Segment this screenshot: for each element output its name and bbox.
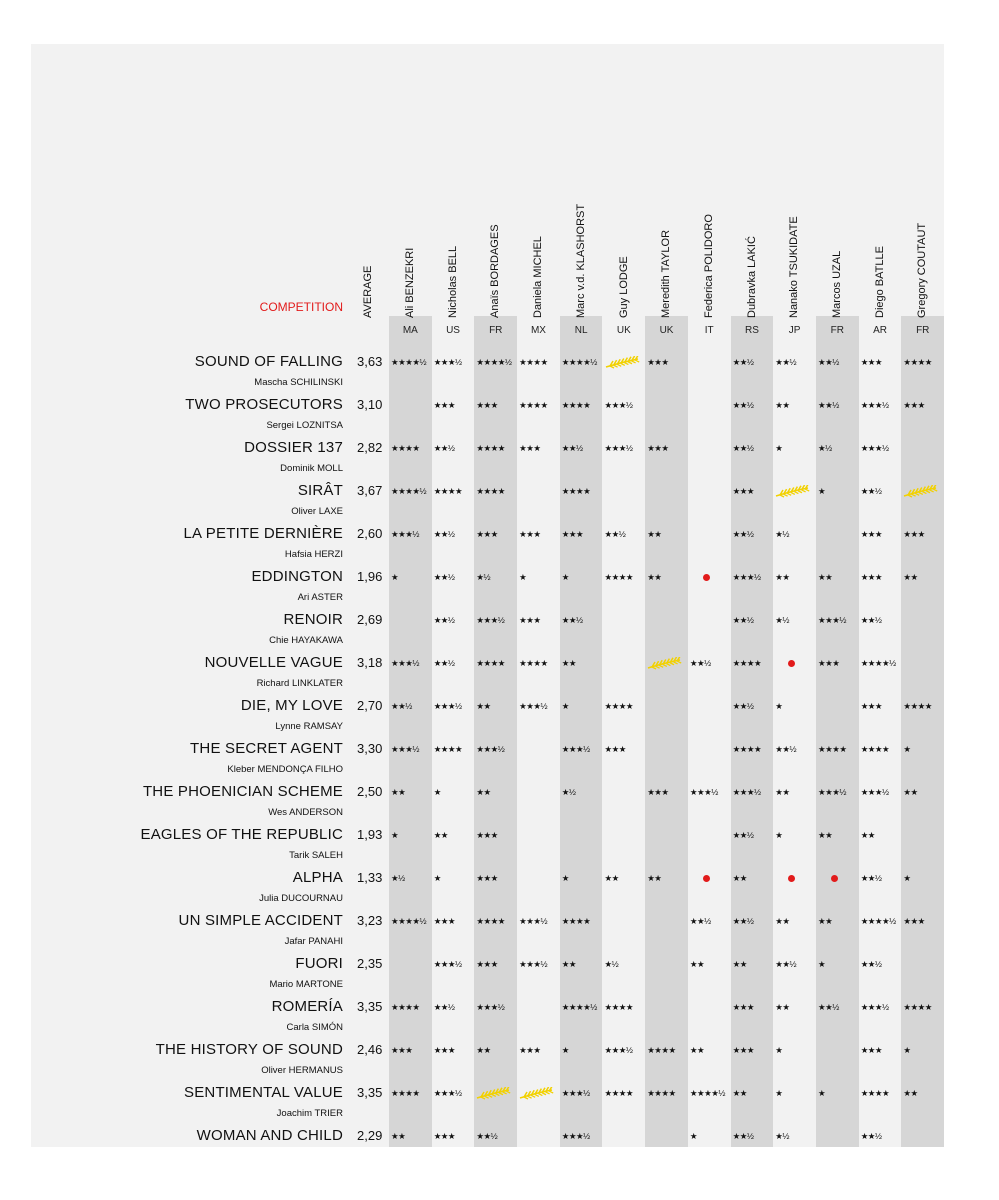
film-average: 2,69 bbox=[357, 612, 383, 627]
star-rating: ★★★½ bbox=[476, 744, 505, 754]
star-rating: ★½ bbox=[604, 959, 619, 969]
critic-name: Meredith TAYLOR bbox=[660, 229, 673, 318]
star-rating: ★★ bbox=[647, 529, 662, 539]
critic-name: Federica POLIDORO bbox=[702, 214, 715, 318]
film-director: Chie HAYAKAWA bbox=[269, 635, 343, 646]
palme-dor-rating bbox=[901, 483, 944, 499]
star-rating: ★★ bbox=[775, 916, 790, 926]
red-dot-icon bbox=[788, 660, 795, 667]
critic-country: IT bbox=[704, 325, 714, 336]
star-rating: ★★½ bbox=[732, 529, 754, 539]
critic-name: Daniela MICHEL bbox=[532, 236, 545, 318]
star-rating: ★★½ bbox=[433, 1002, 455, 1012]
star-rating: ★★★½ bbox=[732, 787, 761, 797]
palme-dor-icon bbox=[475, 1087, 511, 1101]
film-title: THE SECRET AGENT bbox=[190, 740, 343, 757]
film-title: EAGLES OF THE REPUBLIC bbox=[140, 826, 343, 843]
red-dot-icon bbox=[773, 870, 816, 886]
star-rating: ★★½ bbox=[732, 615, 754, 625]
star-rating: ★★★★ bbox=[903, 701, 932, 711]
film-title: TWO PROSECUTORS bbox=[185, 396, 343, 413]
star-rating: ★★★½ bbox=[561, 1131, 590, 1141]
star-rating: ★★★★½ bbox=[860, 916, 896, 926]
star-rating: ★★★★ bbox=[476, 916, 505, 926]
film-director: Joachim TRIER bbox=[276, 1108, 343, 1119]
star-rating: ★★★½ bbox=[433, 1088, 462, 1098]
star-rating: ★★★½ bbox=[818, 787, 846, 797]
star-rating: ★★ bbox=[689, 959, 705, 969]
star-rating: ★★½ bbox=[775, 959, 797, 969]
star-rating: ★ bbox=[561, 701, 569, 711]
star-rating: ★★★★ bbox=[391, 1088, 420, 1098]
star-rating: ★★½ bbox=[604, 529, 626, 539]
star-rating: ★★★ bbox=[476, 400, 498, 410]
star-rating: ★½ bbox=[775, 615, 790, 625]
star-rating: ★ bbox=[433, 787, 441, 797]
film-director: Dominik MOLL bbox=[280, 463, 343, 474]
star-rating: ★★★ bbox=[604, 744, 626, 754]
star-rating: ★★ bbox=[732, 873, 747, 883]
star-rating: ★½ bbox=[818, 443, 832, 453]
red-dot-icon bbox=[816, 870, 859, 886]
palme-dor-rating bbox=[773, 483, 816, 499]
critic-country: AR bbox=[873, 325, 887, 336]
film-director: Oliver LAXE bbox=[291, 506, 343, 517]
star-rating: ★★★★½ bbox=[391, 357, 427, 367]
star-rating: ★★★½ bbox=[860, 1002, 889, 1012]
star-rating: ★★½ bbox=[860, 486, 882, 496]
star-rating: ★★★ bbox=[818, 658, 840, 668]
star-rating: ★★★ bbox=[860, 572, 883, 582]
star-rating: ★★★½ bbox=[604, 400, 633, 410]
star-rating: ★★★½ bbox=[476, 615, 505, 625]
critic-country: JP bbox=[788, 325, 801, 336]
star-rating: ★★★½ bbox=[732, 572, 761, 582]
section-label: COMPETITION bbox=[259, 300, 343, 314]
star-rating: ★★★½ bbox=[391, 658, 419, 668]
film-average: 3,67 bbox=[357, 483, 383, 498]
star-rating: ★★★ bbox=[519, 1045, 541, 1055]
critic-country: FR bbox=[830, 325, 845, 336]
star-rating: ★★½ bbox=[433, 658, 455, 668]
star-rating: ★★ bbox=[689, 1045, 705, 1055]
star-rating: ★ bbox=[519, 572, 527, 582]
critic-name: Guy LODGE bbox=[617, 256, 630, 318]
star-rating: ★★★★ bbox=[604, 1002, 633, 1012]
palme-dor-icon bbox=[646, 657, 682, 671]
star-rating: ★★★★ bbox=[860, 744, 890, 754]
film-average: 3,35 bbox=[357, 999, 383, 1014]
star-rating: ★★★★ bbox=[561, 400, 591, 410]
star-rating: ★★★ bbox=[903, 400, 925, 410]
film-director: Hafsia HERZI bbox=[284, 549, 343, 560]
star-rating: ★★ bbox=[775, 400, 790, 410]
star-rating: ★★½ bbox=[433, 443, 455, 453]
critic-country: MX bbox=[530, 325, 546, 336]
film-director: Lynne RAMSAY bbox=[275, 721, 343, 732]
star-rating: ★★½ bbox=[391, 701, 412, 711]
star-rating: ★★ bbox=[818, 916, 833, 926]
star-rating: ★★½ bbox=[818, 1002, 839, 1012]
star-rating: ★★★ bbox=[519, 615, 541, 625]
star-rating: ★★ bbox=[818, 830, 833, 840]
star-rating: ★★½ bbox=[732, 400, 754, 410]
star-rating: ★★★½ bbox=[689, 787, 718, 797]
star-rating: ★ bbox=[689, 1131, 698, 1141]
star-rating: ★★★½ bbox=[519, 916, 548, 926]
red-dot-icon bbox=[688, 870, 731, 886]
star-rating: ★★★ bbox=[476, 830, 498, 840]
film-average: 2,70 bbox=[357, 698, 383, 713]
star-rating: ★★★★ bbox=[604, 701, 633, 711]
star-rating: ★★★ bbox=[860, 357, 883, 367]
critic-name: Nicholas BELL bbox=[446, 245, 459, 318]
film-average: 3,63 bbox=[357, 354, 383, 369]
film-average: 3,30 bbox=[357, 741, 383, 756]
star-rating: ★★★ bbox=[732, 1002, 754, 1012]
star-rating: ★★ bbox=[818, 572, 833, 582]
star-rating: ★★ bbox=[775, 572, 790, 582]
film-title: SOUND OF FALLING bbox=[194, 353, 343, 370]
star-rating: ★★★ bbox=[519, 443, 541, 453]
star-rating: ★★★½ bbox=[604, 1045, 633, 1055]
star-rating: ★★★½ bbox=[818, 615, 846, 625]
critic-name: Anaïs BORDAGES bbox=[489, 224, 502, 318]
critic-country: UK bbox=[616, 325, 631, 336]
star-rating: ★★★ bbox=[860, 1045, 883, 1055]
star-rating: ★★★ bbox=[647, 443, 669, 453]
film-director: Mascha SCHILINSKI bbox=[254, 377, 343, 388]
star-rating: ★★★★ bbox=[903, 357, 932, 367]
star-rating: ★★★★ bbox=[391, 443, 420, 453]
palme-dor-rating bbox=[603, 354, 646, 370]
star-rating: ★★★★ bbox=[519, 658, 548, 668]
star-rating: ★★★ bbox=[433, 1131, 456, 1141]
film-average: 2,50 bbox=[357, 784, 383, 799]
star-rating: ★★★★½ bbox=[689, 1088, 725, 1098]
star-rating: ★★ bbox=[775, 787, 790, 797]
star-rating: ★★★★ bbox=[561, 486, 591, 496]
film-director: Mario MARTONE bbox=[269, 979, 343, 990]
film-title: WOMAN AND CHILD bbox=[196, 1127, 343, 1144]
film-title: EDDINGTON bbox=[251, 568, 343, 585]
star-rating: ★★★½ bbox=[519, 701, 548, 711]
palme-dor-rating bbox=[517, 1085, 560, 1101]
star-rating: ★★ bbox=[903, 787, 918, 797]
star-rating: ★ bbox=[433, 873, 441, 883]
film-title: THE HISTORY OF SOUND bbox=[155, 1041, 343, 1058]
star-rating: ★★½ bbox=[860, 873, 882, 883]
star-rating: ★ bbox=[818, 959, 826, 969]
film-director: Carla SIMÓN bbox=[286, 1022, 343, 1033]
film-average: 1,33 bbox=[357, 870, 383, 885]
star-rating: ★★ bbox=[476, 701, 491, 711]
film-average: 2,29 bbox=[357, 1128, 383, 1143]
film-director: Wes ANDERSON bbox=[268, 807, 343, 818]
star-rating: ★★ bbox=[903, 1088, 918, 1098]
star-rating: ★★★½ bbox=[433, 357, 462, 367]
star-rating: ★★ bbox=[647, 572, 662, 582]
star-rating: ★★★★ bbox=[903, 1002, 932, 1012]
star-rating: ★★½ bbox=[732, 1131, 754, 1141]
film-title: RENOIR bbox=[283, 611, 343, 628]
star-rating: ★★★★ bbox=[732, 658, 762, 668]
star-rating: ★★★★½ bbox=[391, 486, 427, 496]
palme-dor-rating bbox=[645, 655, 688, 671]
star-rating: ★★★ bbox=[476, 873, 498, 883]
star-rating: ★★ bbox=[732, 959, 747, 969]
critic-name: Diego BATLLE bbox=[873, 246, 886, 318]
star-rating: ★★½ bbox=[689, 916, 711, 926]
star-rating: ★★★★ bbox=[818, 744, 847, 754]
film-average: 2,82 bbox=[357, 440, 383, 455]
film-title: THE PHOENICIAN SCHEME bbox=[142, 783, 343, 800]
red-dot-icon bbox=[788, 875, 795, 882]
star-rating: ★★★ bbox=[433, 1045, 456, 1055]
film-title: SIRÂT bbox=[297, 482, 343, 499]
star-rating: ★ bbox=[775, 830, 783, 840]
star-rating: ★ bbox=[775, 701, 783, 711]
star-rating: ★★ bbox=[647, 873, 662, 883]
star-rating: ★★★ bbox=[433, 400, 456, 410]
star-rating: ★★★½ bbox=[391, 744, 419, 754]
red-dot-icon bbox=[773, 655, 816, 671]
critic-name: Dubravka LAKIĆ bbox=[745, 236, 758, 318]
star-rating: ★★★★ bbox=[647, 1045, 676, 1055]
star-rating: ★★★★½ bbox=[860, 658, 896, 668]
critic-country: FR bbox=[916, 325, 930, 336]
star-rating: ★★½ bbox=[732, 830, 754, 840]
star-rating: ★★½ bbox=[433, 529, 455, 539]
critic-name: Marc v.d. KLASHORST bbox=[574, 203, 587, 318]
star-rating: ★ bbox=[391, 572, 399, 582]
star-rating: ★★★★ bbox=[391, 1002, 420, 1012]
star-rating: ★★★★ bbox=[860, 1088, 890, 1098]
red-dot-icon bbox=[703, 574, 710, 581]
critic-country: RS bbox=[744, 325, 759, 336]
star-rating: ★★ bbox=[860, 830, 875, 840]
star-rating: ★★★½ bbox=[860, 443, 889, 453]
red-dot-icon bbox=[703, 875, 710, 882]
film-average: 1,93 bbox=[357, 827, 383, 842]
star-rating: ★ bbox=[561, 873, 569, 883]
star-rating: ★★½ bbox=[775, 357, 797, 367]
star-rating: ★★★½ bbox=[433, 701, 462, 711]
palme-dor-icon bbox=[604, 356, 640, 370]
star-rating: ★★★★ bbox=[433, 744, 463, 754]
star-rating: ★★★★ bbox=[476, 658, 505, 668]
film-average: 2,60 bbox=[357, 526, 383, 541]
star-rating: ★ bbox=[903, 744, 911, 754]
star-rating: ★½ bbox=[775, 529, 790, 539]
star-rating: ★★½ bbox=[860, 615, 882, 625]
film-director: Kleber MENDONÇA FILHO bbox=[227, 764, 343, 775]
film-director: Richard LINKLATER bbox=[256, 678, 343, 689]
star-rating: ★★★½ bbox=[433, 959, 462, 969]
film-director: Oliver HERMANUS bbox=[261, 1065, 343, 1076]
star-rating: ★★★½ bbox=[519, 959, 548, 969]
critic-name: Marcos UZAL bbox=[831, 250, 843, 318]
star-rating: ★★★ bbox=[860, 701, 883, 711]
star-rating: ★ bbox=[775, 443, 783, 453]
palme-dor-icon bbox=[774, 485, 810, 499]
star-rating: ★ bbox=[903, 873, 911, 883]
star-rating: ★★★ bbox=[433, 916, 456, 926]
star-rating: ★ bbox=[818, 486, 826, 496]
critic-name: Nanako TSUKIDATE bbox=[788, 216, 801, 318]
star-rating: ★★½ bbox=[860, 1131, 882, 1141]
critic-country: UK bbox=[659, 325, 674, 336]
critic-country: US bbox=[446, 325, 460, 336]
film-title: LA PETITE DERNIÈRE bbox=[183, 525, 343, 542]
film-average: 1,96 bbox=[357, 569, 383, 584]
film-average: 2,35 bbox=[357, 956, 383, 971]
star-rating: ★★½ bbox=[433, 615, 455, 625]
star-rating: ★★★½ bbox=[476, 1002, 505, 1012]
star-rating: ★ bbox=[903, 1045, 911, 1055]
average-column-label: AVERAGE bbox=[362, 265, 374, 318]
star-rating: ★★ bbox=[775, 1002, 790, 1012]
star-rating: ★★★½ bbox=[561, 744, 590, 754]
film-title: DOSSIER 137 bbox=[244, 439, 343, 456]
star-rating: ★★½ bbox=[433, 572, 455, 582]
star-rating: ★½ bbox=[561, 787, 576, 797]
critic-name: Ali BENZEKRI bbox=[404, 247, 416, 318]
film-title: NOUVELLE VAGUE bbox=[204, 654, 343, 671]
star-rating: ★★ bbox=[604, 873, 619, 883]
critic-country: MA bbox=[402, 325, 418, 336]
star-rating: ★★★ bbox=[732, 1045, 754, 1055]
star-rating: ★★ bbox=[476, 787, 491, 797]
star-rating: ★★★ bbox=[647, 357, 669, 367]
star-rating: ★ bbox=[818, 1088, 826, 1098]
star-rating: ★★★★ bbox=[732, 744, 762, 754]
star-rating: ★★★★ bbox=[604, 1088, 633, 1098]
star-rating: ★★★ bbox=[860, 529, 883, 539]
star-rating: ★★½ bbox=[561, 615, 583, 625]
star-rating: ★★★ bbox=[561, 529, 584, 539]
star-rating: ★★½ bbox=[818, 357, 839, 367]
palme-dor-icon bbox=[902, 485, 938, 499]
star-rating: ★★★★ bbox=[476, 486, 505, 496]
film-director: Sergei LOZNITSA bbox=[266, 420, 343, 431]
film-average: 3,23 bbox=[357, 913, 383, 928]
critic-name: Gregory COUTAUT bbox=[916, 222, 929, 318]
star-rating: ★★★½ bbox=[391, 529, 419, 539]
star-rating: ★★ bbox=[476, 1045, 491, 1055]
film-title: FUORI bbox=[295, 955, 343, 972]
star-rating: ★★ bbox=[561, 959, 577, 969]
star-rating: ★★★★ bbox=[476, 443, 505, 453]
film-title: DIE, MY LOVE bbox=[240, 697, 343, 714]
red-dot-icon bbox=[688, 569, 731, 585]
star-rating: ★★ bbox=[391, 787, 406, 797]
star-rating: ★★½ bbox=[732, 916, 754, 926]
star-rating: ★½ bbox=[476, 572, 491, 582]
film-director: Jafar PANAHI bbox=[284, 936, 343, 947]
star-rating: ★★ bbox=[391, 1131, 406, 1141]
film-director: Julia DUCOURNAU bbox=[259, 893, 343, 904]
star-rating: ★★★★½ bbox=[476, 357, 512, 367]
star-rating: ★★★★ bbox=[519, 400, 548, 410]
star-rating: ★★ bbox=[732, 1088, 747, 1098]
star-rating: ★★★★ bbox=[561, 916, 591, 926]
column-stripe bbox=[901, 316, 944, 1147]
star-rating: ★★½ bbox=[689, 658, 711, 668]
star-rating: ★★★ bbox=[647, 787, 669, 797]
star-rating: ★★★★½ bbox=[391, 916, 427, 926]
star-rating: ★ bbox=[775, 1088, 783, 1098]
star-rating: ★★ bbox=[433, 830, 448, 840]
star-rating: ★★★★ bbox=[604, 572, 633, 582]
star-rating: ★★½ bbox=[818, 400, 839, 410]
film-director: Tarik SALEH bbox=[289, 850, 343, 861]
star-rating: ★★ bbox=[561, 658, 577, 668]
star-rating: ★★½ bbox=[476, 1131, 498, 1141]
palme-dor-rating bbox=[474, 1085, 517, 1101]
star-rating: ★★★★½ bbox=[561, 1002, 597, 1012]
film-title: UN SIMPLE ACCIDENT bbox=[178, 912, 343, 929]
film-average: 2,46 bbox=[357, 1042, 383, 1057]
star-rating: ★★½ bbox=[732, 443, 754, 453]
film-average: 3,35 bbox=[357, 1085, 383, 1100]
palme-dor-icon bbox=[518, 1087, 554, 1101]
star-rating: ★½ bbox=[391, 873, 405, 883]
star-rating: ★★★ bbox=[519, 529, 541, 539]
film-title: ROMERÍA bbox=[271, 998, 343, 1015]
star-rating: ★★½ bbox=[732, 701, 754, 711]
red-dot-icon bbox=[831, 875, 838, 882]
star-rating: ★★★½ bbox=[860, 400, 889, 410]
star-rating: ★★½ bbox=[860, 959, 882, 969]
star-rating: ★★★★ bbox=[647, 1088, 676, 1098]
star-rating: ★★ bbox=[903, 572, 918, 582]
star-rating: ★★★ bbox=[732, 486, 754, 496]
film-director: Ari ASTER bbox=[297, 592, 343, 603]
star-rating: ★★★★ bbox=[519, 357, 548, 367]
star-rating: ★★★★½ bbox=[561, 357, 597, 367]
critic-country: NL bbox=[574, 325, 588, 336]
star-rating: ★★½ bbox=[775, 744, 797, 754]
star-rating: ★ bbox=[561, 572, 569, 582]
star-rating: ★ bbox=[391, 830, 399, 840]
star-rating: ★★★ bbox=[476, 959, 498, 969]
star-rating: ★★½ bbox=[732, 357, 754, 367]
star-rating: ★★★ bbox=[903, 529, 925, 539]
star-rating: ★★★ bbox=[903, 916, 925, 926]
star-rating: ★★★★ bbox=[433, 486, 463, 496]
film-title: ALPHA bbox=[292, 869, 343, 886]
star-rating: ★★★½ bbox=[604, 443, 633, 453]
star-rating: ★ bbox=[775, 1045, 783, 1055]
star-rating: ★ bbox=[561, 1045, 569, 1055]
star-rating: ★★★½ bbox=[561, 1088, 590, 1098]
star-rating: ★★★ bbox=[391, 1045, 413, 1055]
star-rating: ★★★ bbox=[476, 529, 498, 539]
critic-country: FR bbox=[489, 325, 503, 336]
star-rating: ★½ bbox=[775, 1131, 790, 1141]
star-rating: ★★★½ bbox=[860, 787, 889, 797]
film-average: 3,10 bbox=[357, 397, 383, 412]
film-average: 3,18 bbox=[357, 655, 383, 670]
film-title: SENTIMENTAL VALUE bbox=[184, 1084, 343, 1101]
star-rating: ★★½ bbox=[561, 443, 583, 453]
